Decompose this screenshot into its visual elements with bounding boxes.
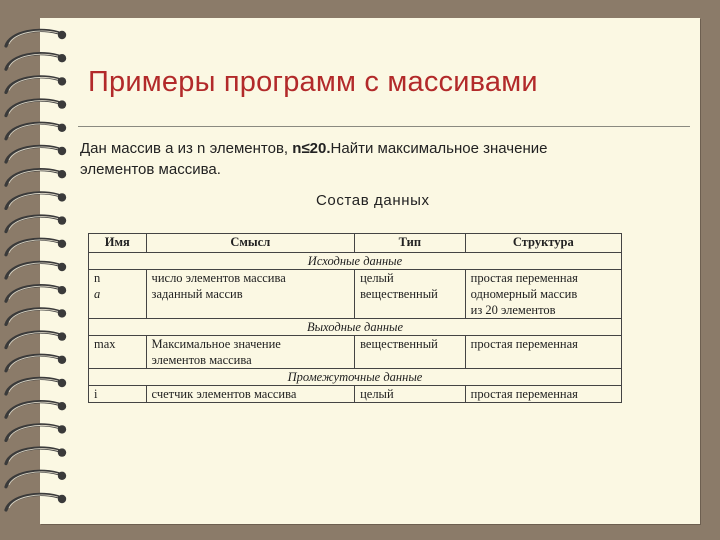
cell-text: элементов массива	[151, 353, 252, 367]
spiral-ring-highlight	[9, 425, 58, 438]
slide-title: Примеры программ с массивами	[88, 66, 538, 98]
spiral-ring-highlight	[9, 124, 58, 137]
section-label-intermediate: Промежуточные данные	[89, 369, 622, 386]
task-statement	[80, 138, 680, 180]
binding-hole	[58, 356, 66, 364]
cell-text: вещественный	[360, 337, 438, 351]
binding-hole	[58, 216, 66, 224]
cell-structure	[465, 336, 621, 369]
section-label-output: Выходные данные	[89, 319, 622, 336]
spiral-ring-highlight	[9, 217, 58, 230]
table-row	[89, 336, 622, 369]
binding-hole	[58, 240, 66, 248]
spiral-ring-highlight	[9, 495, 58, 508]
spiral-ring-highlight	[9, 472, 58, 485]
spiral-ring-highlight	[9, 240, 58, 253]
cell-name	[89, 386, 147, 403]
header-name: Имя	[89, 234, 147, 253]
binding-hole	[58, 77, 66, 85]
data-table	[88, 233, 622, 403]
cell-text: простая переменная	[470, 337, 578, 351]
section-subtitle: Состав данных	[316, 192, 430, 209]
cell-type	[355, 336, 466, 369]
task-text-line2: элементов массива.	[80, 161, 221, 178]
spiral-ring-highlight	[9, 170, 58, 183]
binding-hole	[58, 425, 66, 433]
table-row	[89, 386, 622, 403]
spiral-ring-highlight	[9, 449, 58, 462]
task-text-end: Найти максимальное значение	[330, 140, 548, 157]
binding-hole	[58, 309, 66, 317]
cell-meaning	[146, 386, 355, 403]
section-row-output	[89, 319, 622, 336]
spiral-ring-highlight	[9, 77, 58, 90]
cell-type	[355, 270, 466, 319]
task-constraint: n≤20.	[292, 140, 331, 157]
binding-hole	[58, 263, 66, 271]
spiral-ring-highlight	[9, 31, 58, 44]
cell-text: Максимальное значение	[151, 337, 281, 351]
cell-type	[355, 386, 466, 403]
binding-hole	[58, 402, 66, 410]
binding-hole	[58, 379, 66, 387]
cell-text: число элементов массива	[151, 271, 286, 285]
cell-text: из 20 элементов	[470, 303, 556, 317]
section-label-input: Исходные данные	[89, 253, 622, 270]
table-header-row	[89, 234, 622, 253]
cell-text: целый	[360, 387, 394, 401]
spiral-ring-highlight	[9, 309, 58, 322]
spiral-ring-highlight	[9, 193, 58, 206]
cell-text: i	[94, 387, 98, 401]
cell-text: счетчик элементов массива	[151, 387, 297, 401]
cell-meaning	[146, 270, 355, 319]
header-meaning: Смысл	[146, 234, 355, 253]
cell-text: одномерный массив	[470, 287, 578, 301]
cell-text: целый	[360, 271, 394, 285]
spiral-ring-highlight	[9, 54, 58, 67]
cell-text: простая переменная	[470, 271, 578, 285]
spiral-ring-highlight	[9, 101, 58, 114]
binding-hole	[58, 170, 66, 178]
binding-hole	[58, 31, 66, 39]
cell-structure	[465, 386, 621, 403]
cell-name	[89, 336, 147, 369]
cell-text: n	[94, 271, 101, 285]
binding-hole	[58, 124, 66, 132]
spiral-ring-highlight	[9, 147, 58, 160]
spiral-ring-highlight	[9, 333, 58, 346]
header-structure: Структура	[465, 234, 621, 253]
cell-text: вещественный	[360, 287, 438, 301]
header-type: Тип	[355, 234, 466, 253]
spiral-binding-icon	[0, 0, 80, 540]
spiral-ring-highlight	[9, 402, 58, 415]
binding-hole	[58, 332, 66, 340]
binding-hole	[58, 100, 66, 108]
spiral-ring-highlight	[9, 263, 58, 276]
binding-hole	[58, 472, 66, 480]
title-divider	[78, 126, 690, 127]
spiral-ring-highlight	[9, 356, 58, 369]
table-row	[89, 270, 622, 319]
binding-hole	[58, 147, 66, 155]
binding-hole	[58, 448, 66, 456]
cell-text: заданный массив	[151, 287, 243, 301]
cell-name	[89, 270, 147, 319]
cell-meaning	[146, 336, 355, 369]
cell-text: простая переменная	[470, 387, 578, 401]
section-row-intermediate	[89, 369, 622, 386]
spiral-ring-highlight	[9, 379, 58, 392]
section-row-input	[89, 253, 622, 270]
binding-hole	[58, 54, 66, 62]
cell-text: a	[94, 287, 101, 301]
task-text-start: Дан массив a из n элементов,	[80, 140, 293, 157]
binding-hole	[58, 495, 66, 503]
cell-structure	[465, 270, 621, 319]
binding-hole	[58, 193, 66, 201]
cell-text: max	[94, 337, 116, 351]
binding-hole	[58, 286, 66, 294]
spiral-ring-highlight	[9, 286, 58, 299]
